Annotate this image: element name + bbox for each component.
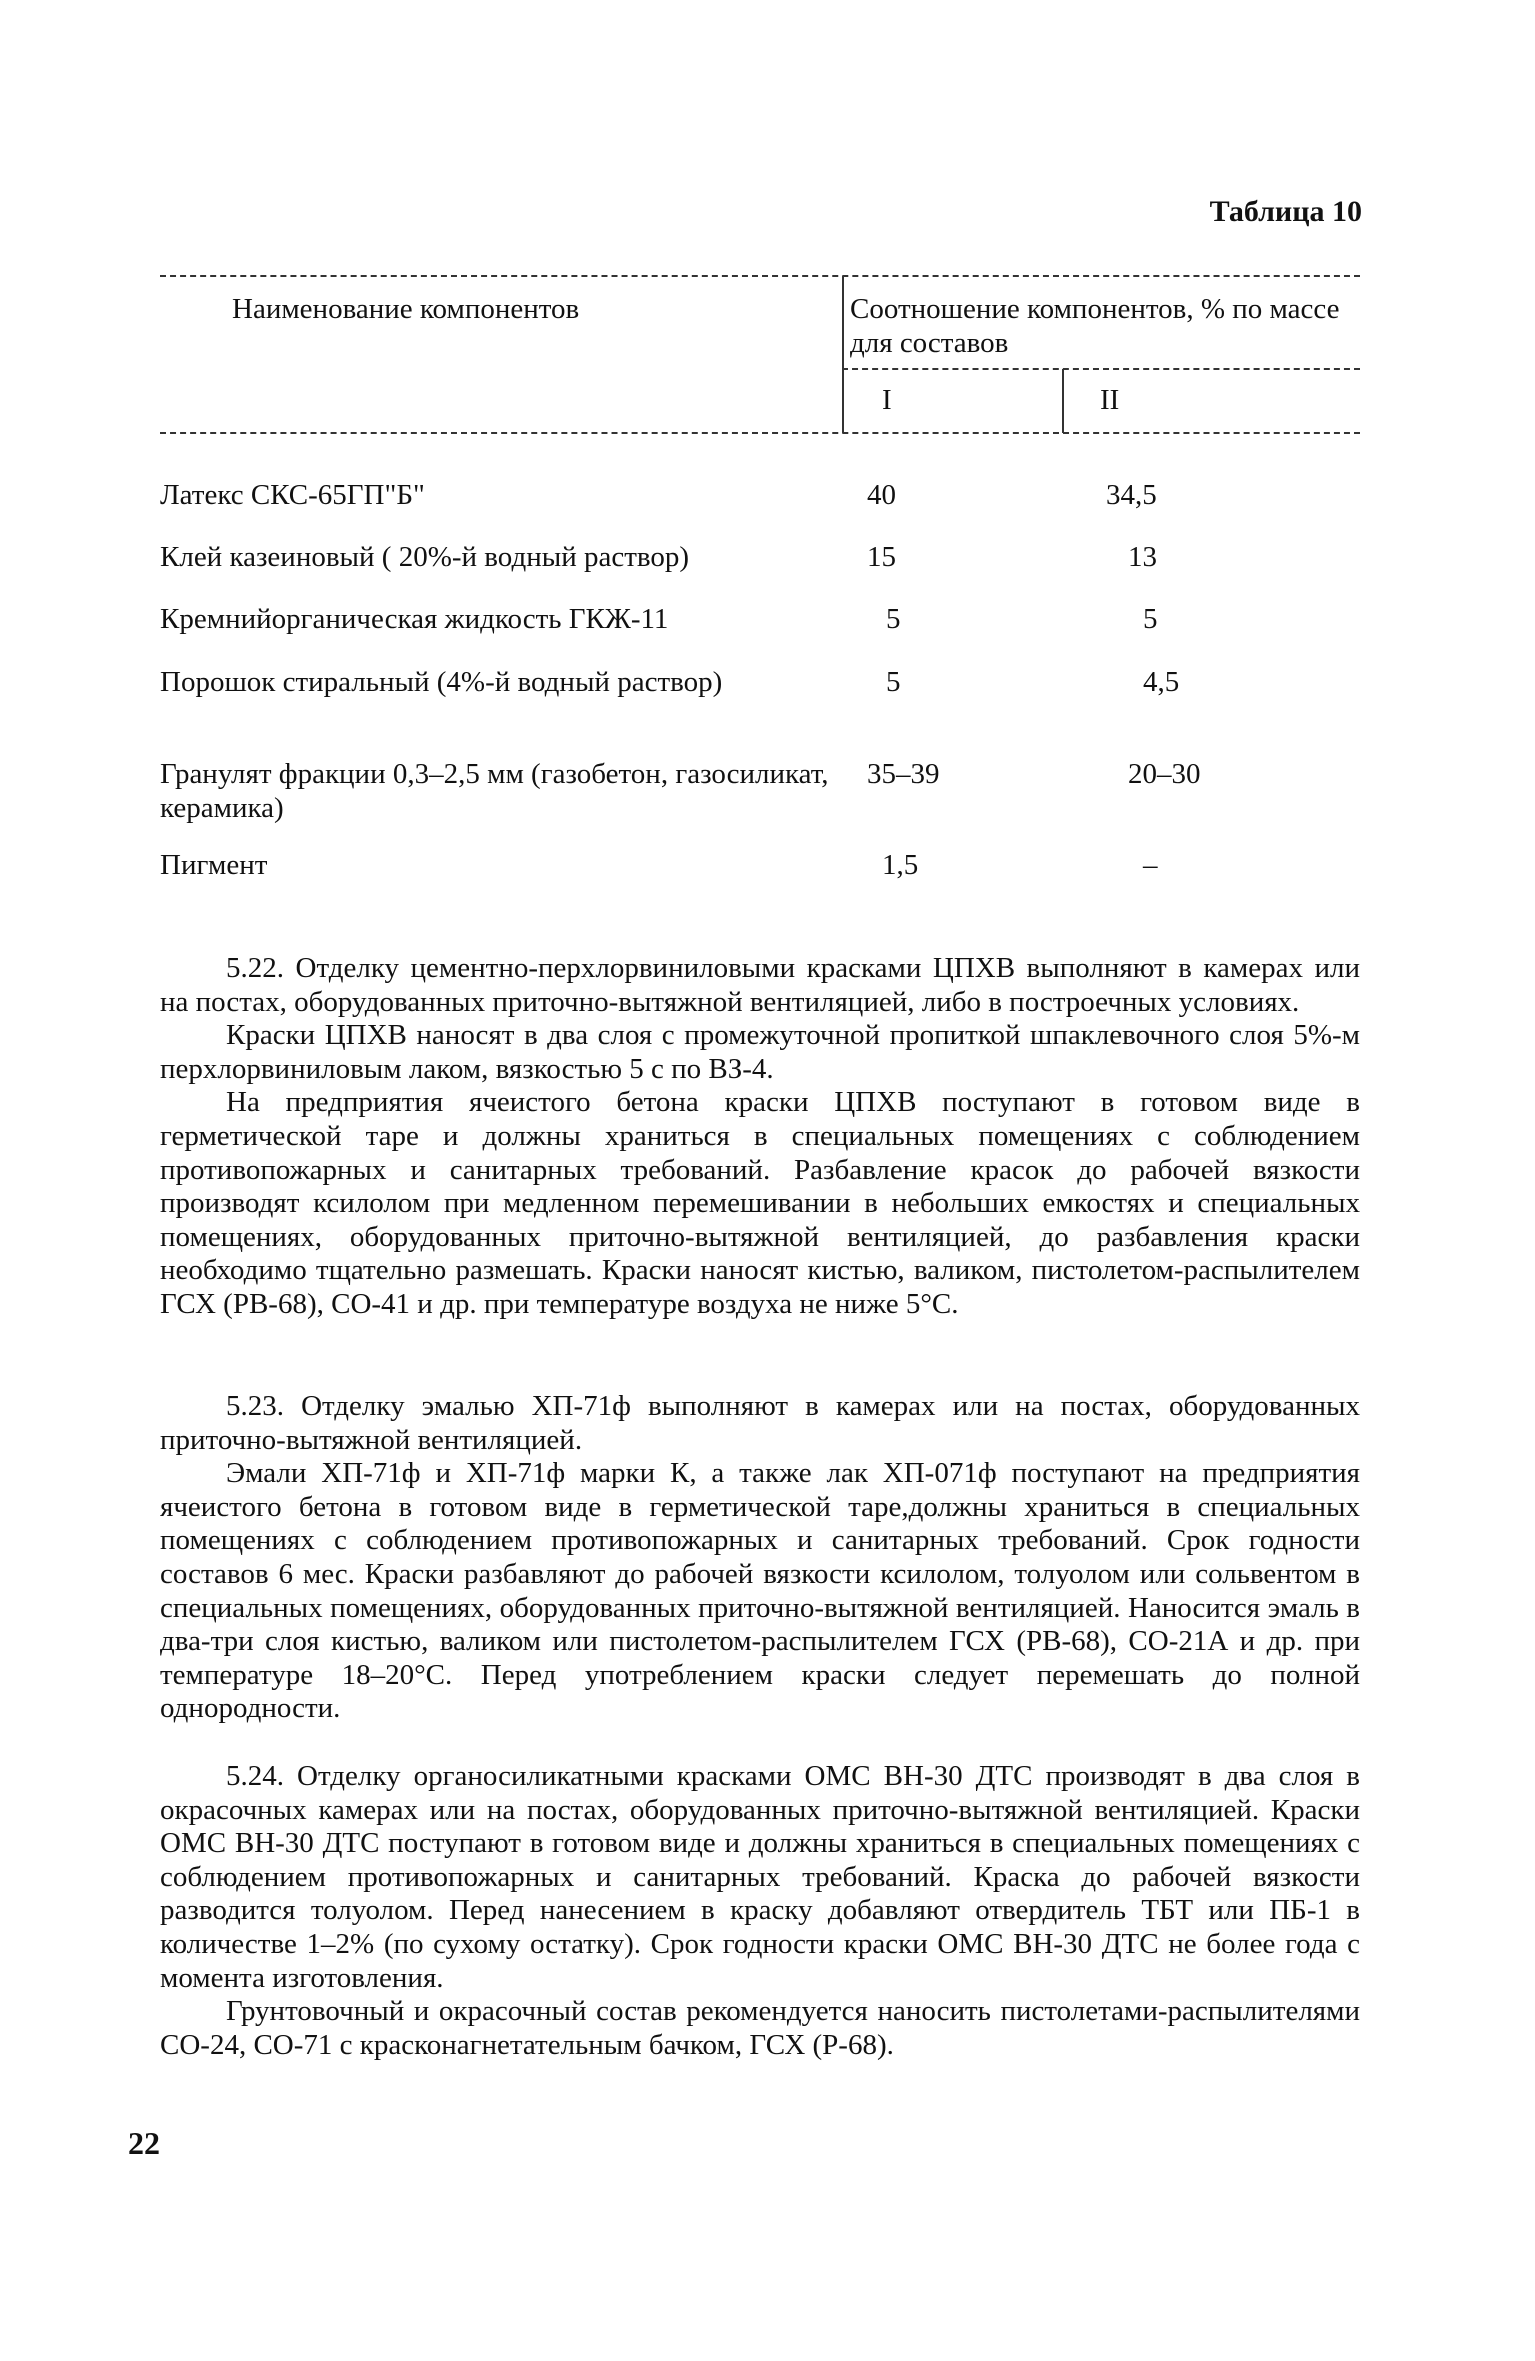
paragraph: На предприятия ячеистого бетона краски ЦПХВ поступают в готовом виде в герметической таре и должны храниться в специальных помещениях с соблюдением противопожарных и санитарных требований. Разбавление красок до рабочей вязкости производят ксилолом при медленном перемешивании в небольших емкостях и специальных помещениях, оборудованных приточно-вытяжной вентиляцией, до разбавления краски необходимо тщательно размешать. Краски наносят кистью, валиком, пистолетом-распылителем ГСХ (РВ-68), СО-41 и др. при температуре воздуха не ниже 5°С. bbox=[160, 1086, 1360, 1320]
value-composition-2: 13 bbox=[1128, 541, 1157, 573]
paragraph: 5.24. Отделку органосиликатными красками ОМС ВН-30 ДТС производят в два слоя в окрасочных камерах или на постах, оборудованных приточно-вытяжной вентиляцией. Краски ОМС ВН-30 ДТС поступают в готовом виде и должны храниться в специальных помещениях с соблюдением противопожарных и санитарных требований. Краска до рабочей вязкости разводится толуолом. Перед нанесением в краску добавляют отвердитель ТБТ или ПБ-1 в количестве 1–2% (по сухому остатку). Срок годности краски ОМС ВН-30 ДТС не более года с момента изготовления. bbox=[160, 1760, 1360, 1994]
value-composition-1: 5 bbox=[886, 603, 901, 635]
table-header-ratio: Соотношение компонентов, % по массе для составов bbox=[850, 293, 1340, 359]
value-composition-1: 1,5 bbox=[882, 849, 919, 881]
section-5-24 bbox=[160, 1760, 1360, 2062]
section-5-22 bbox=[160, 952, 1360, 1322]
paragraph: Краски ЦПХВ наносят в два слоя с промежуточной пропиткой шпаклевочного слоя 5%-м перхлорвиниловым лаком, вязкостью 5 с по ВЗ-4. bbox=[160, 1019, 1360, 1085]
table-top-rule bbox=[160, 275, 1360, 277]
row-name: Клей казеиновый ( 20%-й водный раствор) bbox=[160, 541, 690, 573]
table-caption: Таблица 10 bbox=[1209, 195, 1362, 228]
value-composition-2: – bbox=[1143, 849, 1158, 881]
paragraph: Эмали ХП-71ф и ХП-71ф марки К, а также лак ХП-071ф поступают на предприятия ячеистого бетона в готовом виде в герметической таре,должны храниться в специальных помещениях с соблюдением противопожарных и санитарных требований. Срок годности составов 6 мес. Краски разбавляют до рабочей вязкости ксилолом, толуолом или сольвентом в специальных помещениях, оборудованных приточно-вытяжной вентиляцией. Наносится эмаль в два-три слоя кистью, валиком или пистолетом-распылителем ГСХ (РВ-68), СО-21А и др. при температуре 18–20°С. Перед употреблением краски следует перемешать до полной однородности. bbox=[160, 1457, 1360, 1725]
row-name: Порошок стиральный (4%-й водный раствор) bbox=[160, 666, 723, 698]
value-composition-1: 40 bbox=[867, 479, 896, 511]
section-5-23 bbox=[160, 1390, 1360, 1726]
paragraph: 5.23. Отделку эмалью ХП-71ф выполняют в камерах или на постах, оборудованных приточно-вытяжной вентиляцией. bbox=[160, 1390, 1360, 1456]
table-header-composition-2: II bbox=[1100, 384, 1120, 416]
value-composition-2: 5 bbox=[1143, 603, 1158, 635]
paragraph: 5.22. Отделку цементно-перхлорвиниловыми красками ЦПХВ выполняют в камерах или на постах, оборудованных приточно-вытяжной вентиляцией, либо в построечных условиях. bbox=[160, 952, 1360, 1018]
table-header-bottom-rule bbox=[160, 432, 1360, 434]
value-composition-2: 4,5 bbox=[1143, 666, 1180, 698]
value-composition-1: 35–39 bbox=[867, 758, 940, 790]
value-composition-2: 20–30 bbox=[1128, 758, 1201, 790]
row-name: Латекс СКС-65ГП"Б" bbox=[160, 479, 425, 511]
value-composition-1: 5 bbox=[886, 666, 901, 698]
row-name: Кремнийорганическая жидкость ГКЖ-11 bbox=[160, 603, 669, 635]
row-name: Пигмент bbox=[160, 849, 268, 881]
row-name: Гранулят фракции 0,3–2,5 мм (газобетон, газосиликат, керамика) bbox=[160, 758, 829, 824]
value-composition-1: 15 bbox=[867, 541, 896, 573]
table-subcolumn-divider bbox=[1062, 369, 1064, 433]
table-subheader-rule bbox=[842, 368, 1360, 370]
value-composition-2: 34,5 bbox=[1106, 479, 1157, 511]
paragraph: Грунтовочный и окрасочный состав рекомендуется наносить пистолетами-распылителями СО-24, СО-71 с красконагнетательным бачком, ГСХ (Р-68). bbox=[160, 1995, 1360, 2061]
table-header-composition-1: I bbox=[882, 384, 892, 416]
table-header-name: Наименование компонентов bbox=[232, 293, 580, 325]
page-number: 22 bbox=[128, 2125, 160, 2161]
table-column-divider bbox=[842, 276, 844, 433]
